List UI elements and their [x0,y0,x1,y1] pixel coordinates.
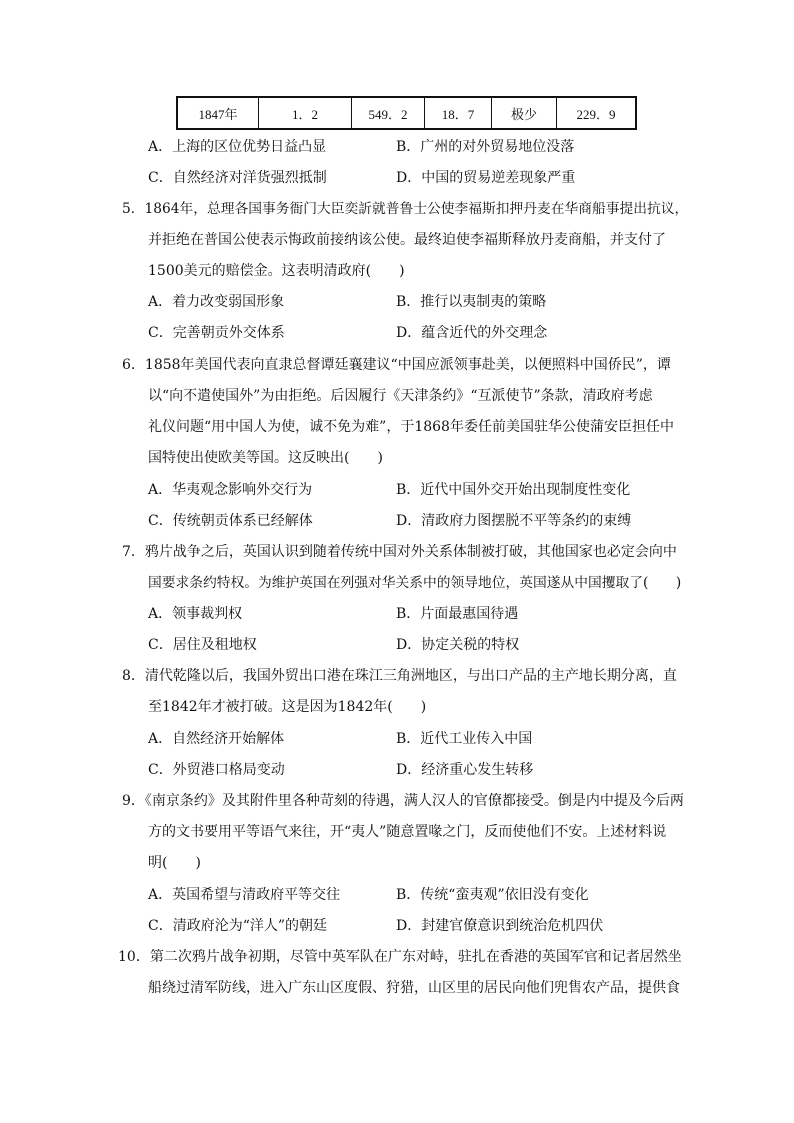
q7-stem-line-2: 国要求条约特权。为维护英国在列强对华关系中的领导地位，英国遂从中国攫取了( ) [148,575,682,591]
table-cell: 极少 [492,97,557,129]
q6-option-b: B．近代中国外交开始出现制度性变化 [396,482,631,498]
q8-option-d: D．经济重心发生转移 [396,762,534,778]
q6-option-a: A．华夷观念影响外交行为 [148,482,313,498]
table-row [177,97,636,129]
q4-option-c: C．自然经济对洋货强烈抵制 [148,170,327,186]
q8-stem-line-1: 8．清代乾隆以后，我国外贸出口港在珠江三角洲地区，与出口产品的主产地长期分离，直 [122,668,677,684]
q7-stem-line-1: 7．鸦片战争之后，英国认识到随着传统中国对外关系体制被打破，其他国家也必定会向中 [122,544,677,560]
q10-stem-line-2: 船绕过清军防线，进入广东山区度假、狩猎，山区里的居民向他们兜售农产品，提供食 [148,980,680,996]
q5-option-b: B．推行以夷制夷的策略 [396,294,547,310]
q6-stem-line-2: 以“向不遣使国外”为由拒绝。后因履行《天津条约》“互派使节”条款，清政府考虑 [148,388,653,404]
q9-option-a: A．英国希望与清政府平等交往 [148,887,341,903]
q9-stem-line-1: 9．《南京条约》及其附件里各种苛刻的待遇，满人汉人的官僚都接受。倒是内中提及今后两 [122,793,684,809]
q8-stem-line-2: 至1842年才被打破。这是因为1842年( ) [148,699,427,715]
q5-option-a: A．着力改变弱国形象 [148,294,285,310]
q6-stem-line-4: 国特使出使欧美等国。这反映出( ) [148,450,383,466]
q7-option-a: A．领事裁判权 [148,606,243,622]
q8-option-c: C．外贸港口格局变动 [148,762,285,778]
table-cell: 549．2 [352,97,425,129]
q6-option-c: C．传统朝贡体系已经解体 [148,513,313,529]
q4-option-a: A．上海的区位优势日益凸显 [148,139,327,155]
trade-data-table [176,96,637,130]
q4-option-b: B．广州的对外贸易地位没落 [396,139,575,155]
q5-option-d: D．蕴含近代的外交理念 [396,325,548,341]
q7-option-b: B．片面最惠国待遇 [396,606,519,622]
table-cell-year: 1847年 [177,97,259,129]
q9-stem-line-2: 方的文书要用平等语气来往，开“夷人”随意置喙之门，反而使他们不安。上述材料说 [148,824,667,840]
q5-stem-line-3: 1500美元的赔偿金。这表明清政府( ) [148,263,405,279]
q9-option-d: D．封建官僚意识到统治危机四伏 [396,918,604,934]
q8-option-a: A．自然经济开始解体 [148,731,285,747]
table-cell: 229．9 [557,97,637,129]
q8-option-b: B．近代工业传入中国 [396,731,533,747]
q10-stem-line-1: 10．第二次鸦片战争初期，尽管中英军队在广东对峙，驻扎在香港的英国军官和记者居然坐 [118,949,682,965]
q9-option-b: B．传统“蛮夷观”依旧没有变化 [396,887,589,903]
q7-option-c: C．居住及租地权 [148,637,257,653]
q6-stem-line-3: 礼仪问题“用中国人为使，诚不免为难”，于1868年委任前美国驻华公使蒲安臣担任中 [148,419,674,435]
q6-option-d: D．清政府力图摆脱不平等条约的束缚 [396,513,632,529]
q9-stem-line-3: 明( ) [148,855,201,871]
q4-option-d: D．中国的贸易逆差现象严重 [396,170,576,186]
q6-stem-line-1: 6．1858年美国代表向直隶总督谭廷襄建议“中国应派领事赴美，以便照料中国侨民”，谭 [122,357,671,373]
q5-option-c: C．完善朝贡外交体系 [148,325,285,341]
q5-stem-line-1: 5．1864年，总理各国事务衙门大臣奕訢就普鲁士公使李福斯扣押丹麦在华商船事提出抗议， [122,201,689,217]
q7-option-d: D．协定关税的特权 [396,637,520,653]
q5-stem-line-2: 并拒绝在普国公使表示悔政前接纳该公使。最终迫使李福斯释放丹麦商船，并支付了 [148,232,666,248]
q9-option-c: C．清政府沦为“洋人”的朝廷 [148,918,328,934]
table-cell: 18．7 [425,97,492,129]
table-cell: 1．2 [259,97,352,129]
